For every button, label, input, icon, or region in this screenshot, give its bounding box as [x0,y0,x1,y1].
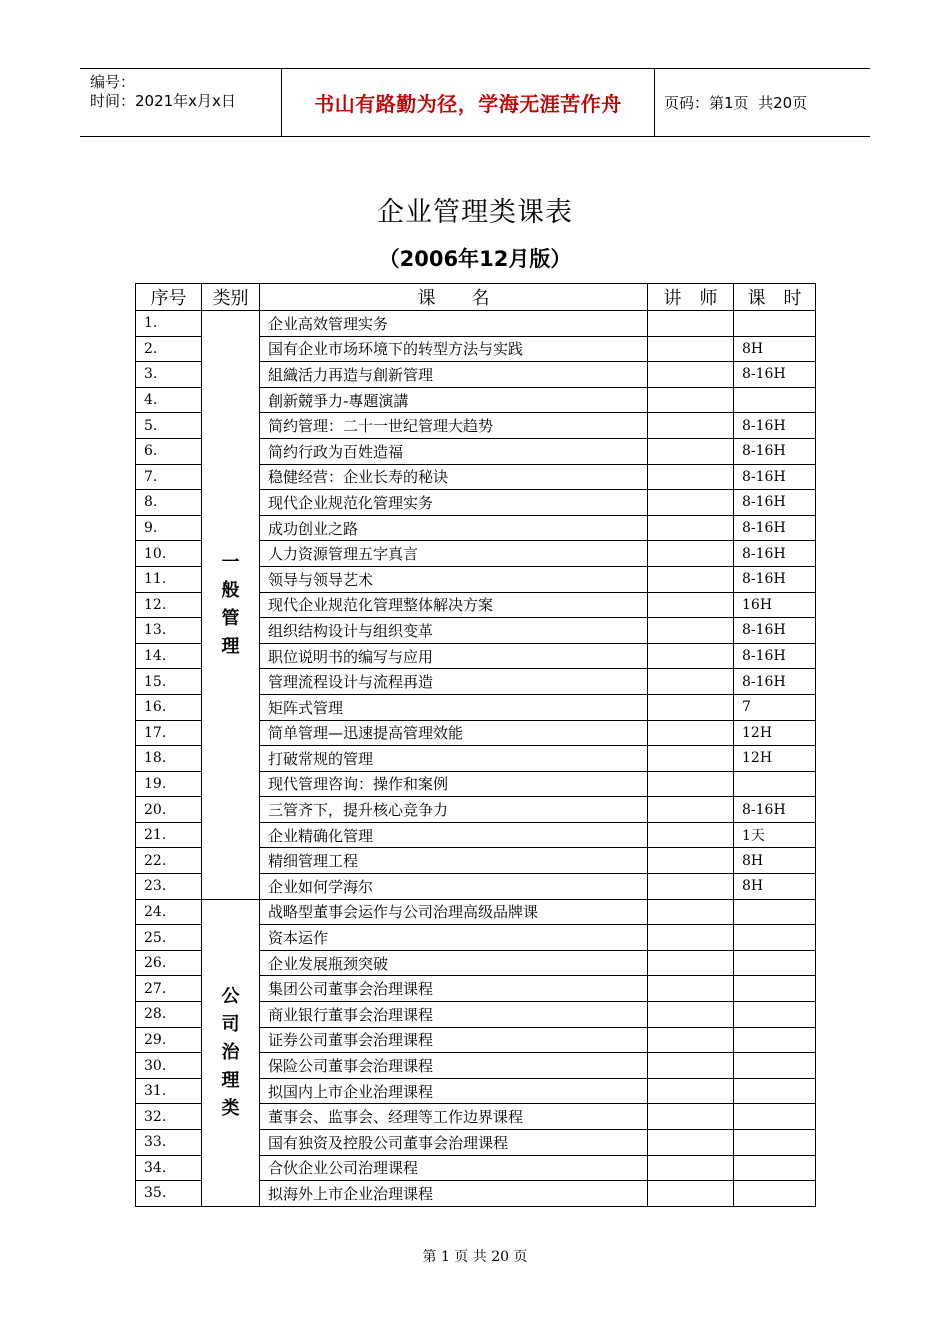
serial-cell: 20. [136,797,202,823]
hours-cell: 8H [734,336,816,362]
hours-cell: 12H [734,720,816,746]
course-name-cell: 简单管理—迅速提高管理效能 [260,720,648,746]
page-subtitle: （2006年12月版） [378,247,572,271]
course-name-cell: 企业高效管理实务 [260,311,648,337]
course-name-cell: 拟海外上市企业治理课程 [260,1181,648,1207]
serial-cell: 27. [136,976,202,1002]
teacher-cell [648,515,734,541]
hours-cell: 8-16H [734,362,816,388]
header-motto: 书山有路勤为径，学海无涯苦作舟 [282,69,655,136]
hours-cell [734,1130,816,1156]
teacher-cell [648,592,734,618]
hours-cell: 8-16H [734,618,816,644]
serial-cell: 6. [136,438,202,464]
serial-cell: 13. [136,618,202,644]
time-label: 时间：2021年x月x日 [90,92,236,110]
category-cell [202,899,260,1206]
serial-cell: 9. [136,515,202,541]
serial-cell: 23. [136,874,202,900]
course-name-cell: 简约行政为百姓造福 [260,438,648,464]
category-char: 司 [221,1013,240,1035]
hours-cell: 8-16H [734,438,816,464]
teacher-cell [648,1130,734,1156]
serial-cell: 29. [136,1027,202,1053]
serial-cell: 24. [136,899,202,925]
course-name-cell: 企业如何学海尔 [260,874,648,900]
hours-cell: 8H [734,848,816,874]
hours-cell: 7 [734,694,816,720]
serial-cell: 34. [136,1155,202,1181]
course-table [135,283,816,1207]
course-name-cell: 现代企业规范化管理整体解决方案 [260,592,648,618]
course-name-cell: 打破常规的管理 [260,746,648,772]
serial-cell: 35. [136,1181,202,1207]
document-header [80,68,870,137]
hours-cell: 8-16H [734,541,816,567]
serial-cell: 21. [136,822,202,848]
table-row [136,311,816,337]
hours-cell: 8-16H [734,515,816,541]
serial-cell: 32. [136,1104,202,1130]
course-name-cell: 稳健经营：企业长寿的秘诀 [260,464,648,490]
course-name-cell: 拟国内上市企业治理课程 [260,1078,648,1104]
serial-cell: 3. [136,362,202,388]
course-name-cell: 創新競爭力-專題演講 [260,387,648,413]
serial-cell: 33. [136,1130,202,1156]
table-row [136,899,816,925]
category-char: 一 [221,551,240,573]
teacher-cell [648,771,734,797]
header-teacher: 讲 师 [648,284,734,311]
hours-cell: 8-16H [734,643,816,669]
hours-cell [734,925,816,951]
teacher-cell [648,618,734,644]
serial-cell: 31. [136,1078,202,1104]
course-name-cell: 商业银行董事会治理课程 [260,1002,648,1028]
hours-cell [734,311,816,337]
teacher-cell [648,464,734,490]
course-name-cell: 組織活力再造与創新管理 [260,362,648,388]
serial-cell: 30. [136,1053,202,1079]
category-char: 理 [221,1069,240,1091]
category-char: 理 [221,635,240,657]
serial-cell: 25. [136,925,202,951]
serial-cell: 19. [136,771,202,797]
teacher-cell [648,1078,734,1104]
teacher-cell [648,950,734,976]
serial-cell: 18. [136,746,202,772]
teacher-cell [648,438,734,464]
page-title: 企业管理类课表 [377,197,573,228]
hours-cell [734,1027,816,1053]
hours-cell [734,950,816,976]
teacher-cell [648,720,734,746]
hours-cell: 16H [734,592,816,618]
category-char: 治 [221,1041,240,1063]
teacher-cell [648,797,734,823]
hours-cell: 8-16H [734,490,816,516]
course-name-cell: 管理流程设计与流程再造 [260,669,648,695]
header-course-name: 课 名 [260,284,648,311]
page-footer: 第 1 页 共 20 页 [422,1249,528,1265]
teacher-cell [648,1181,734,1207]
category-char: 类 [221,1097,240,1119]
number-label: 编号： [90,73,136,91]
course-name-cell: 成功创业之路 [260,515,648,541]
header-category: 类别 [202,284,260,311]
serial-cell: 16. [136,694,202,720]
teacher-cell [648,976,734,1002]
course-name-cell: 精细管理工程 [260,848,648,874]
serial-cell: 22. [136,848,202,874]
category-char: 管 [221,607,240,629]
category-char: 公 [221,985,240,1007]
course-name-cell: 现代管理咨询：操作和案例 [260,771,648,797]
header-page-info [654,69,870,136]
teacher-cell [648,848,734,874]
course-name-cell: 职位说明书的编写与应用 [260,643,648,669]
serial-cell: 5. [136,413,202,439]
serial-cell: 26. [136,950,202,976]
hours-cell [734,1181,816,1207]
teacher-cell [648,1155,734,1181]
hours-cell: 12H [734,746,816,772]
course-name-cell: 矩阵式管理 [260,694,648,720]
teacher-cell [648,1027,734,1053]
teacher-cell [648,413,734,439]
category-char: 般 [221,579,240,601]
hours-cell [734,1053,816,1079]
hours-cell [734,976,816,1002]
course-name-cell: 组织结构设计与组织变革 [260,618,648,644]
hours-cell [734,1002,816,1028]
hours-cell [734,899,816,925]
teacher-cell [648,541,734,567]
hours-cell [734,1078,816,1104]
table-header-row [136,284,816,311]
teacher-cell [648,566,734,592]
hours-cell: 8-16H [734,669,816,695]
course-name-cell: 领导与领导艺术 [260,566,648,592]
course-name-cell: 保险公司董事会治理课程 [260,1053,648,1079]
course-name-cell: 国有企业市场环境下的转型方法与实践 [260,336,648,362]
hours-cell: 1天 [734,822,816,848]
serial-cell: 17. [136,720,202,746]
course-name-cell: 国有独资及控股公司董事会治理课程 [260,1130,648,1156]
course-name-cell: 合伙企业公司治理课程 [260,1155,648,1181]
course-name-cell: 企业发展瓶颈突破 [260,950,648,976]
page-info-text: 页码：第1页 共20页 [664,94,808,112]
serial-cell: 11. [136,566,202,592]
teacher-cell [648,899,734,925]
teacher-cell [648,746,734,772]
serial-cell: 15. [136,669,202,695]
header-meta [80,69,282,136]
course-name-cell: 董事会、监事会、经理等工作边界课程 [260,1104,648,1130]
teacher-cell [648,387,734,413]
course-name-cell: 人力资源管理五字真言 [260,541,648,567]
serial-cell: 7. [136,464,202,490]
serial-cell: 14. [136,643,202,669]
teacher-cell [648,336,734,362]
hours-cell [734,1104,816,1130]
hours-cell: 8-16H [734,464,816,490]
course-name-cell: 资本运作 [260,925,648,951]
serial-cell: 1. [136,311,202,337]
course-name-cell: 三管齐下，提升核心竞争力 [260,797,648,823]
hours-cell [734,771,816,797]
teacher-cell [648,490,734,516]
hours-cell: 8-16H [734,566,816,592]
course-name-cell: 简约管理：二十一世纪管理大趋势 [260,413,648,439]
course-name-cell: 集团公司董事会治理课程 [260,976,648,1002]
hours-cell: 8H [734,874,816,900]
serial-cell: 10. [136,541,202,567]
teacher-cell [648,1104,734,1130]
serial-cell: 8. [136,490,202,516]
teacher-cell [648,874,734,900]
teacher-cell [648,822,734,848]
serial-cell: 2. [136,336,202,362]
teacher-cell [648,311,734,337]
hours-cell: 8-16H [734,797,816,823]
teacher-cell [648,694,734,720]
teacher-cell [648,669,734,695]
teacher-cell [648,1053,734,1079]
header-serial: 序号 [136,284,202,311]
teacher-cell [648,643,734,669]
header-hours: 课 时 [734,284,816,311]
serial-cell: 12. [136,592,202,618]
serial-cell: 4. [136,387,202,413]
course-name-cell: 现代企业规范化管理实务 [260,490,648,516]
teacher-cell [648,925,734,951]
category-cell [202,311,260,900]
table-body [136,311,816,1207]
hours-cell [734,387,816,413]
hours-cell: 8-16H [734,413,816,439]
course-name-cell: 证券公司董事会治理课程 [260,1027,648,1053]
teacher-cell [648,362,734,388]
course-name-cell: 企业精确化管理 [260,822,648,848]
course-name-cell: 战略型董事会运作与公司治理高级品牌课 [260,899,648,925]
teacher-cell [648,1002,734,1028]
hours-cell [734,1155,816,1181]
serial-cell: 28. [136,1002,202,1028]
